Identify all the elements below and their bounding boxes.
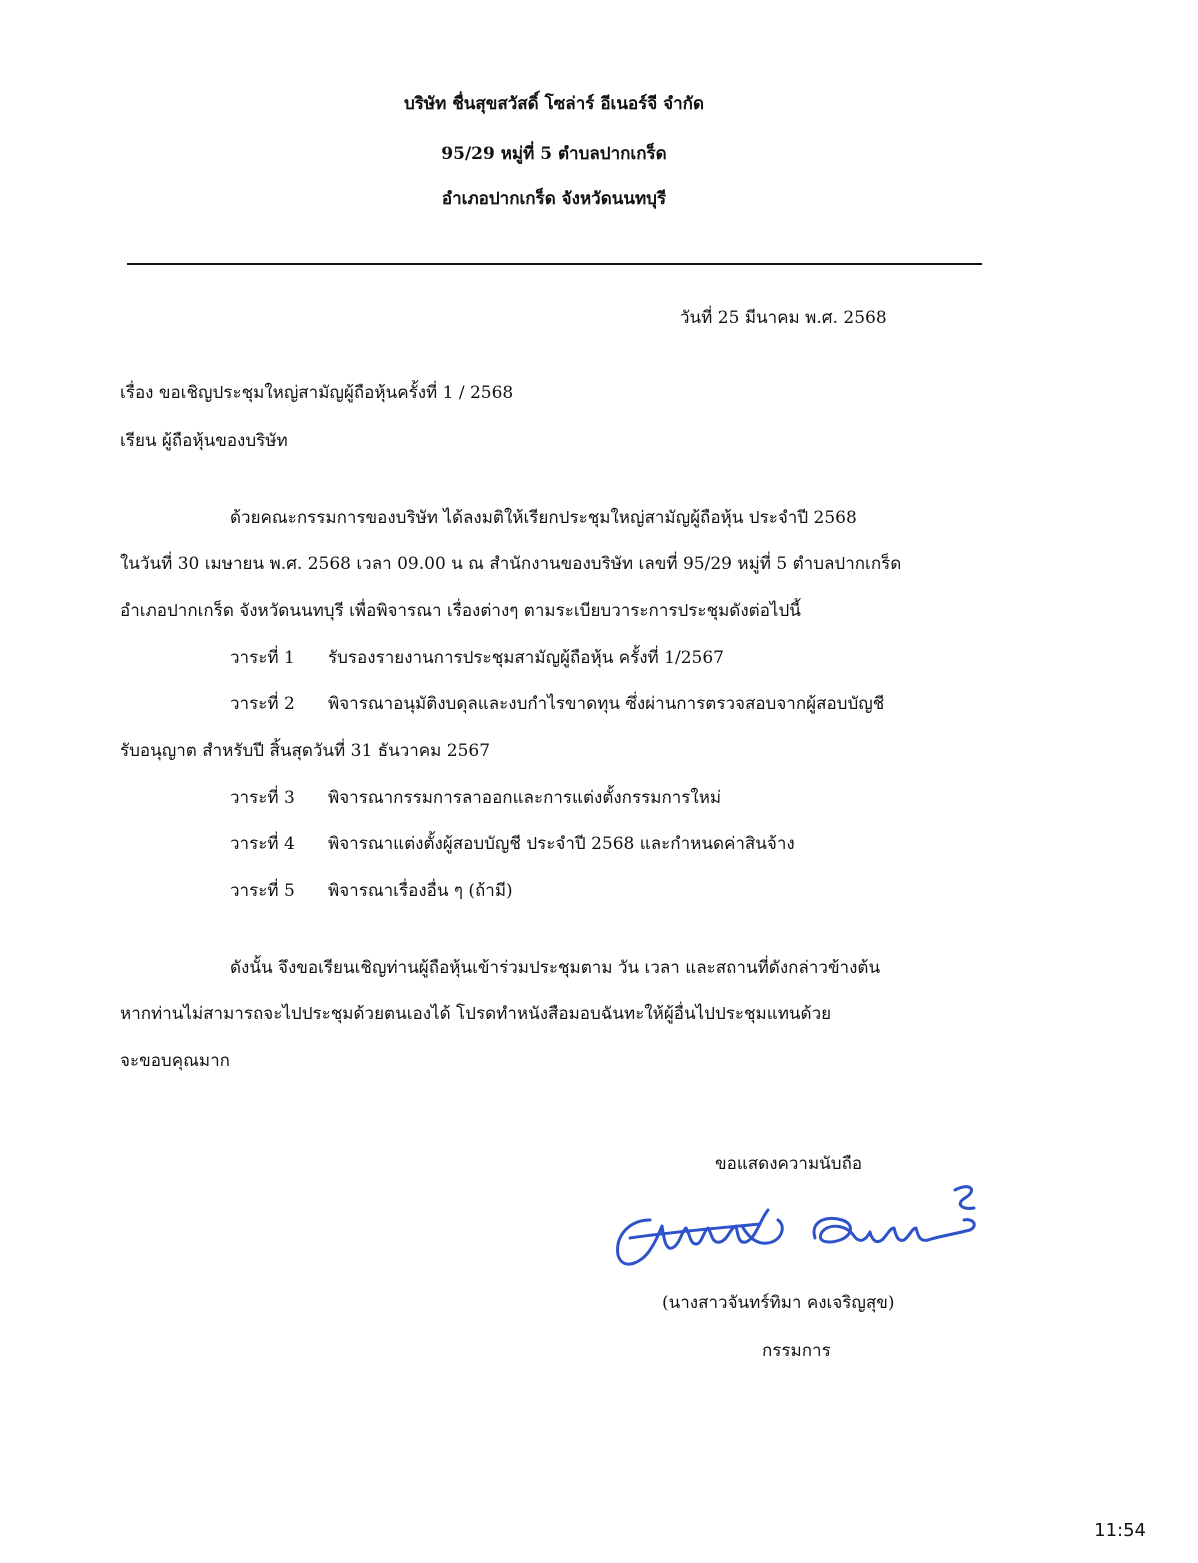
closing-line-1: ดังนั้น จึงขอเรียนเชิญท่านผู้ถือหุ้นเข้าร่วมประชุมตาม วัน เวลา และสถานที่ดังกล่าวข้างต้น: [230, 958, 881, 978]
signoff-regards: ขอแสดงความนับถือ: [715, 1154, 863, 1174]
agenda-item-2-continuation: รับอนุญาต สำหรับปี สิ้นสุดวันที่ 31 ธันวาคม 2567: [120, 741, 491, 761]
handwritten-signature: [610, 1160, 982, 1290]
agenda-item-4-label: วาระที่ 4: [230, 834, 295, 854]
agenda-item-3-text: พิจารณากรรมการลาออกและการแต่งตั้งกรรมการใหม่: [328, 788, 722, 808]
company-address-line-2: อำเภอปากเกร็ด จังหวัดนนทบุรี: [441, 189, 667, 209]
closing-line-3: จะขอบคุณมาก: [120, 1051, 230, 1071]
header-divider: [127, 263, 982, 265]
closing-line-2: หากท่านไม่สามารถจะไปประชุมด้วยตนเองได้ โปรดทำหนังสือมอบฉันทะให้ผู้อื่นไปประชุมแทนด้วย: [120, 1004, 832, 1024]
signatory-title: กรรมการ: [762, 1341, 831, 1361]
letter-date: วันที่ 25 มีนาคม พ.ศ. 2568: [680, 308, 887, 328]
body-paragraph-line-2: ในวันที่ 30 เมษายน พ.ศ. 2568 เวลา 09.00 น ณ สำนักงานของบริษัท เลขที่ 95/29 หมู่ที่ 5 ตำบลปากเกร็ด: [120, 554, 902, 574]
agenda-item-3-label: วาระที่ 3: [230, 788, 295, 808]
body-paragraph-line-1: ด้วยคณะกรรมการของบริษัท ได้ลงมติให้เรียกประชุมใหญ่สามัญผู้ถือหุ้น ประจำปี 2568: [230, 508, 857, 528]
clock-time: 11:54: [1094, 1520, 1146, 1541]
agenda-item-1-label: วาระที่ 1: [230, 648, 295, 668]
agenda-item-4-text: พิจารณาแต่งตั้งผู้สอบบัญชี ประจำปี 2568 และกำหนดค่าสินจ้าง: [328, 834, 795, 854]
agenda-item-1-text: รับรองรายงานการประชุมสามัญผู้ถือหุ้น ครั้งที่ 1/2567: [328, 648, 724, 668]
agenda-item-5-text: พิจารณาเรื่องอื่น ๆ (ถ้ามี): [328, 881, 513, 901]
signatory-name: (นางสาวจันทร์ทิมา คงเจริญสุข): [662, 1293, 895, 1313]
agenda-item-2-label: วาระที่ 2: [230, 694, 295, 714]
agenda-item-2-text: พิจารณาอนุมัติงบดุลและงบกำไรขาดทุน ซึ่งผ่านการตรวจสอบจากผู้สอบบัญชี: [328, 694, 885, 714]
company-address-line-1: 95/29 หมู่ที่ 5 ตำบลปากเกร็ด: [441, 144, 667, 164]
body-paragraph-line-3: อำเภอปากเกร็ด จังหวัดนนทบุรี เพื่อพิจารณา เรื่องต่างๆ ตามระเบียบวาระการประชุมดังต่อไปนี้: [120, 601, 801, 621]
company-name: บริษัท ชื่นสุขสวัสดิ์ โซล่าร์ อีเนอร์จี จำกัด: [403, 94, 705, 114]
letter-recipient: เรียน ผู้ถือหุ้นของบริษัท: [120, 431, 288, 451]
letter-subject: เรื่อง ขอเชิญประชุมใหญ่สามัญผู้ถือหุ้นครั้งที่ 1 / 2568: [120, 383, 514, 403]
agenda-item-5-label: วาระที่ 5: [230, 881, 295, 901]
